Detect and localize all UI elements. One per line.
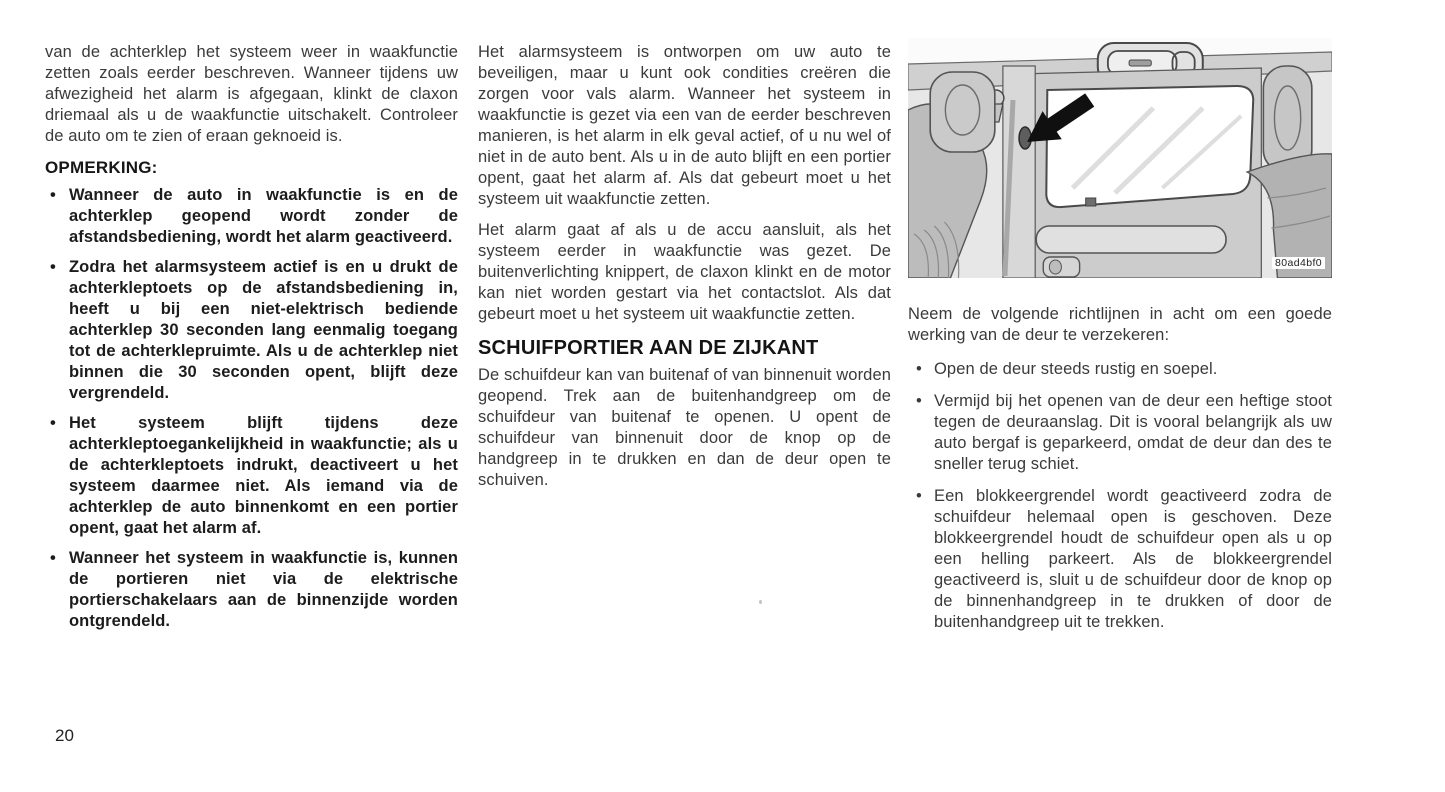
door-handle-cup-icon: [1043, 257, 1079, 277]
list-item-text: Het systeem blijft tijdens deze achterkleptoegankelijkheid in waakfunctie; als u de achterkleptoets indrukt, deactiveert u het systeem daarmee niet. Als iemand via de achterklep de auto binnenkomt en een portier opent, gaat het alarm af.: [69, 414, 458, 537]
bullet-marker: •: [916, 487, 922, 505]
paragraph-tailgate-alarm: van de achterklep het systeem weer in waakfunctie zetten zoals eerder beschreven. Wanneer tijdens uw afwezigheid het alarm is afgegaan, klinkt de claxon driemaal als u de waakfunctie uitschakelt. Controleer de auto om te zien of eraan geknoeid is.: [45, 43, 458, 145]
section-heading-sliding-door: SCHUIFPORTIER AAN DE ZIJKANT: [478, 337, 819, 359]
list-item: [45, 548, 458, 632]
bullet-marker: •: [916, 392, 922, 410]
paragraph-alarm-design: Het alarmsysteem is ontworpen om uw auto te beveiligen, maar u kunt ook condities creëren die zorgen voor vals alarm. Wanneer het systeem in waakfunctie is gezet via een van de eerder beschreven manieren, is het alarm in elk geval actief, of u nu wel of niet in de auto bent. Als u in de auto blijft en een portier opent, gaat het alarm af. Als dat gebeurt moet u het systeem uit waakfunctie zetten.: [478, 43, 891, 208]
figure-code-label: 80ad4bf0: [1272, 257, 1325, 269]
van-interior-illustration: [908, 38, 1332, 278]
page-number: 20: [55, 726, 74, 745]
column-right: [908, 38, 1332, 644]
sliding-door-figure: [908, 38, 1332, 278]
column-middle: [478, 42, 891, 501]
list-item: [45, 257, 458, 404]
list-item: [45, 185, 458, 248]
paragraph-alarm-battery: Het alarm gaat af als u de accu aansluit, als het systeem eerder in waakfunctie was gezet. De buitenverlichting knippert, de claxon klinkt en de motor kan niet worden gestart via het contactslot. Als dat gebeurt moet u het systeem uit waakfunctie zetten.: [478, 221, 891, 323]
list-item-text: Vermijd bij het openen van de deur een heftige stoot tegen de deuraanslag. Dit is vooral belangrijk als uw auto bergaf is geparkeerd, omdat de deur dan des te sneller terug schiet.: [934, 392, 1332, 473]
list-item-text: Wanneer het systeem in waakfunctie is, kunnen de portieren niet via de elektrische portierschakelaars aan de binnenzijde worden ontgrendeld.: [69, 549, 458, 630]
scan-speck: [759, 600, 762, 604]
bullet-marker: •: [50, 258, 56, 276]
list-item: [908, 486, 1332, 633]
list-item-text: Zodra het alarmsysteem actief is en u drukt de achterkleptoets op de afstandsbediening in, heeft u bij een niet-elektrisch bediende achterklep 30 seconden lang eenmalig toegang tot de achterklepruimte. Als u de achterklep niet binnen die 30 seconden opent, blijft deze vergrendeld.: [69, 258, 458, 402]
guideline-bullet-list: [908, 359, 1332, 633]
list-item: [908, 391, 1332, 475]
paragraph-sliding-door-open: De schuifdeur kan van buitenaf of van binnenuit worden geopend. Trek aan de buitenhandgreep om de schuifdeur van buitenaf te openen. U opent de schuifdeur van binnenuit door de knop op de handgreep in te drukken en dan de deur open te schuiven.: [478, 366, 891, 489]
paragraph-door-guidelines-intro: Neem de volgende richtlijnen in acht om een goede werking van de deur te verzekeren:: [908, 305, 1332, 344]
bullet-marker: •: [50, 186, 56, 204]
list-item: [45, 413, 458, 539]
bullet-marker: •: [916, 360, 922, 378]
note-bullet-list: [45, 185, 458, 632]
list-item-text: Open de deur steeds rustig en soepel.: [934, 360, 1218, 378]
column-left: [45, 42, 458, 641]
note-heading: OPMERKING:: [45, 158, 158, 177]
list-item: [908, 359, 1332, 380]
list-item-text: Een blokkeergrendel wordt geactiveerd zodra de schuifdeur helemaal open is geschoven. Deze blokkeergrendel houdt de schuifdeur open als u op een helling parkeert. Als de blokkeergrendel geactiveerd is, sluit u de schuifdeur door de knop op de binnenhandgreep in te drukken of door de buitenhandgreep uit te trekken.: [934, 487, 1332, 631]
door-armrest: [1036, 226, 1226, 253]
list-item-text: Wanneer de auto in waakfunctie is en de achterklep geopend wordt zonder de afstandsbediening, wordt het alarm geactiveerd.: [69, 186, 458, 246]
bullet-marker: •: [50, 549, 56, 567]
bullet-marker: •: [50, 414, 56, 432]
